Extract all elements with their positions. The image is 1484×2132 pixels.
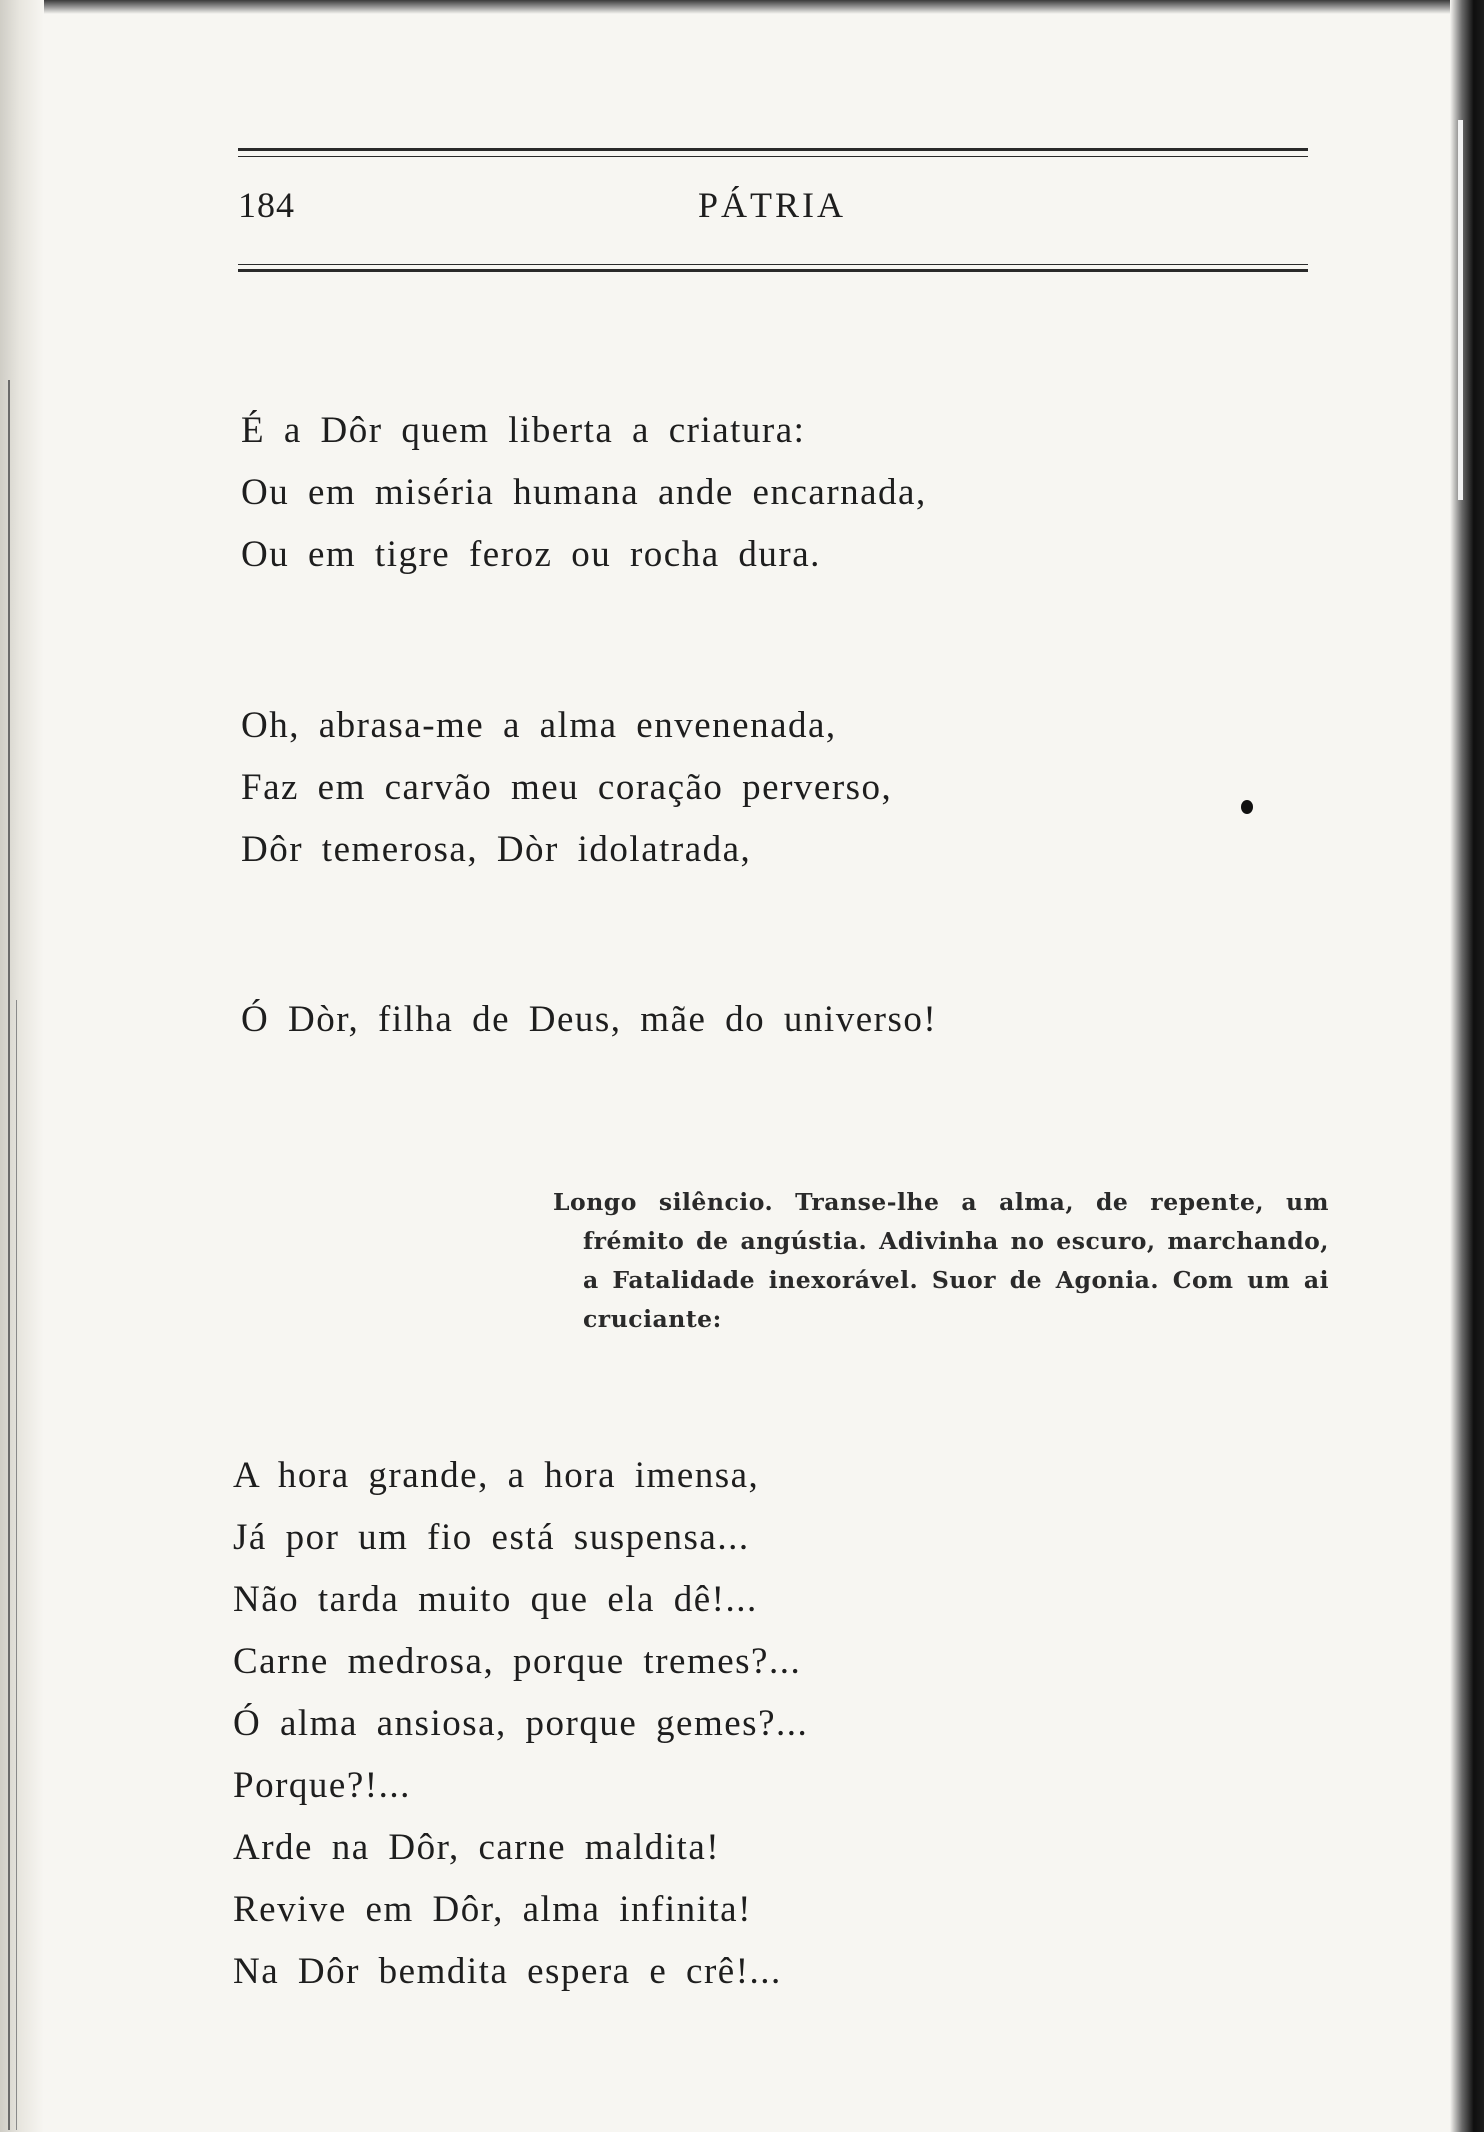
verse-line: Faz em carvão meu coração perverso, — [241, 767, 893, 808]
verse-line: Carne medrosa, porque tremes?... — [233, 1641, 802, 1682]
binding-line — [8, 380, 10, 2130]
header-rule-top-thin — [238, 156, 1308, 157]
verse-line: Revive em Dôr, alma infinita! — [233, 1889, 752, 1930]
ink-speck — [1241, 800, 1253, 814]
verse-line: Ou em miséria humana ande encarnada, — [241, 472, 927, 513]
binding-line — [16, 1000, 17, 2130]
verse-line: Oh, abrasa-me a alma envenenada, — [241, 705, 837, 746]
verse-line: Ó alma ansiosa, porque gemes?... — [233, 1703, 809, 1744]
verse-line: É a Dôr quem liberta a criatura: — [241, 410, 806, 451]
stage-direction: Longo silêncio. Transe-lhe a alma, de repente, um frémito de angústia. Adivinha no escuro, marchando, a Fatalidade inexorável. Suor de Agonia. Com um ai cruciante: — [553, 1188, 1329, 1333]
page-right-edge — [1450, 0, 1484, 2132]
verse-line: Porque?!... — [233, 1765, 411, 1806]
page-left-edge — [0, 0, 44, 2132]
verse-line: Não tarda muito que ela dê!... — [233, 1579, 758, 1620]
header-rule-bottom-thin — [238, 264, 1308, 265]
verse-line: Já por um fio está suspensa... — [233, 1517, 750, 1558]
verse-line: A hora grande, a hora imensa, — [233, 1455, 760, 1496]
running-title: PÁTRIA — [698, 185, 847, 225]
page-top-edge — [0, 0, 1484, 14]
verse-line: Arde na Dôr, carne maldita! — [233, 1827, 721, 1868]
final-stanza — [233, 1445, 808, 2003]
stanza-2 — [241, 695, 892, 881]
verse-line: Ó Dòr, filha de Deus, mãe do universo! — [241, 999, 938, 1040]
header-rule-top — [238, 148, 1308, 151]
page-number: 184 — [238, 185, 295, 225]
verse-line: Dôr temerosa, Dòr idolatrada, — [241, 829, 752, 870]
stanza-1 — [241, 400, 927, 586]
edge-highlight — [1458, 120, 1463, 500]
stanza-3 — [241, 989, 937, 1051]
verse-line: Ou em tigre feroz ou rocha dura. — [241, 534, 821, 575]
header-rule-bottom — [238, 269, 1308, 272]
verse-line: Na Dôr bemdita espera e crê!... — [233, 1951, 782, 1992]
